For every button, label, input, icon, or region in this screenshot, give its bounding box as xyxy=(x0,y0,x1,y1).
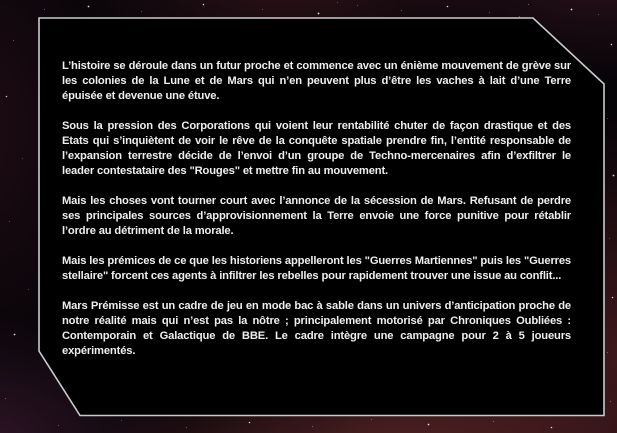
intro-paragraph: L’histoire se déroule dans un futur proche et commence avec un énième mouvement de grève sur les colonies de la Lune et de Mars qui n’en peuvent plus d’être les vaches à lait d’une Terre épuisée et devenue une étuve. xyxy=(62,60,571,102)
intro-text-panel xyxy=(62,59,571,359)
intro-paragraph: Mais les prémices de ce que les historiens appelleront les "Guerres Martiennes" puis les "Guerres stellaire" forcent ces agents à infiltrer les rebelles pour rapidement trouver une issue au conflit... xyxy=(62,255,571,282)
intro-paragraph: Sous la pression des Corporations qui voient leur rentabilité chuter de façon drastique et des Etats qui s’inquiètent de voir le rêve de la conquête spatiale prendre fin, l’entité responsable de l’expansion terrestre décide de l’envoi d’un groupe de Techno-mercenaires afin d’exfiltrer le leader contestataire des "Rouges" et mettre fin au mouvement. xyxy=(62,120,571,177)
intro-paragraph: Mais les choses vont tourner court avec l’annonce de la sécession de Mars. Refusant de perdre ses principales sources d’approvisionnement la Terre envoie une force punitive pour rétablir l’ordre au détriment de la morale. xyxy=(62,195,571,237)
intro-paragraph: Mars Prémisse est un cadre de jeu en mode bac à sable dans un univers d’anticipation proche de notre réalité mais qui n’est pas la nôtre ; principalement motorisé par Chroniques Oubliées : Contemporain et Galactique de BBE. Le cadre intègre une campagne pour 2 à 5 joueurs expérimentés. xyxy=(62,300,571,357)
